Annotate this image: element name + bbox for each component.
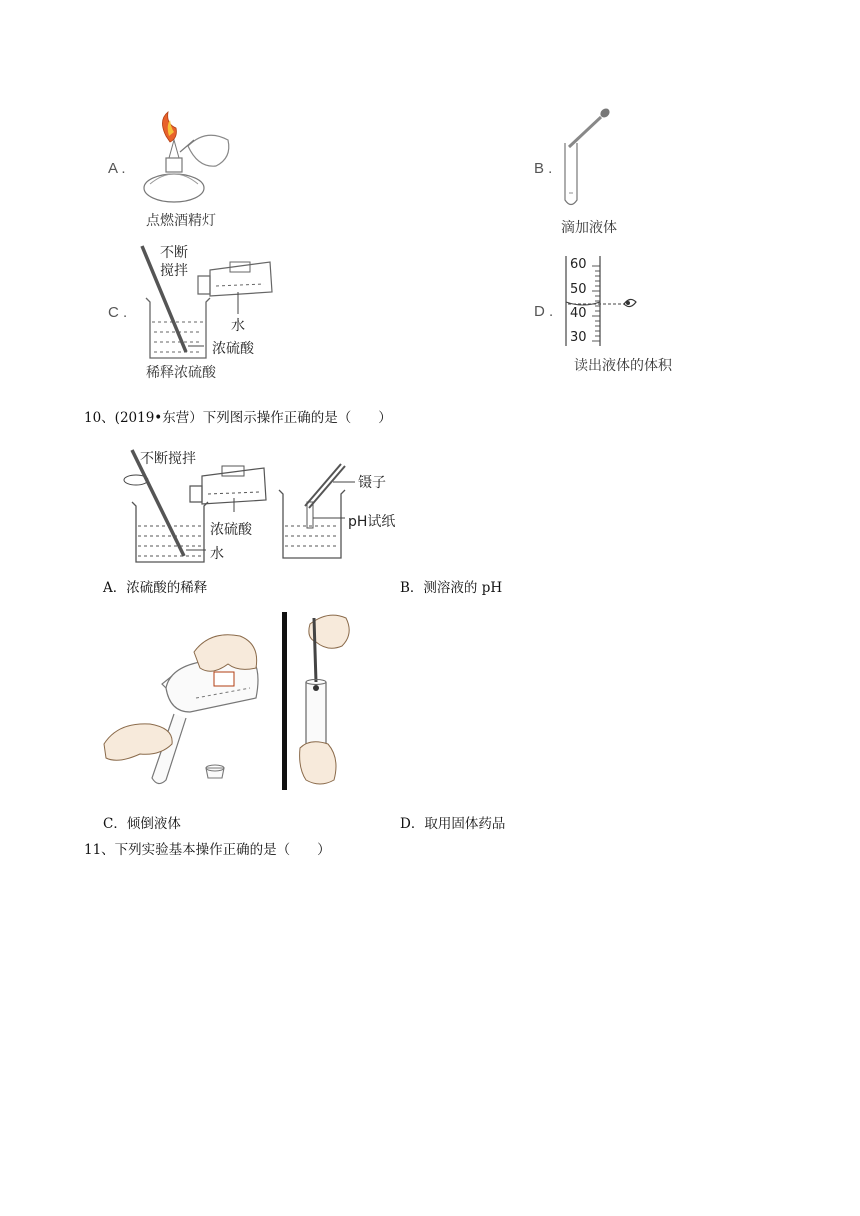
q9-option-b-caption: 滴加液体 xyxy=(561,220,617,236)
q9-option-b-letter: B . xyxy=(534,160,553,177)
q10-answer-a: A．浓硫酸的稀释 xyxy=(103,580,208,596)
q9-option-d-tick-60: 60 xyxy=(570,257,587,272)
q10-fig-b-tweezers-label: 镊子 xyxy=(358,475,386,491)
q9-option-a-letter: A . xyxy=(108,160,126,177)
q9-option-c-stir-label: 不断 搅拌 xyxy=(160,245,188,279)
q9-option-c-caption: 稀释浓硫酸 xyxy=(146,365,216,381)
q10-pour-liquid-figure xyxy=(100,628,275,793)
q9-option-c-water-label: 水 xyxy=(231,318,245,334)
q9-option-d-tick-50: 50 xyxy=(570,282,587,297)
q9-option-d-tick-40: 40 xyxy=(570,306,587,321)
q9-option-c-letter: C . xyxy=(108,304,128,321)
q10-fig-a-stir-label: 不断搅拌 xyxy=(140,451,196,467)
q9-option-c-acid-label: 浓硫酸 xyxy=(212,341,254,357)
q9-option-d-letter: D . xyxy=(534,303,554,320)
q10-fig-a-water-label: 水 xyxy=(210,546,224,562)
q9-option-d-caption: 读出液体的体积 xyxy=(574,358,672,374)
q9-option-a-caption: 点燃酒精灯 xyxy=(146,213,216,229)
q10-solid-reagent-figure xyxy=(280,608,370,793)
q10-fig-b-paper-label: pH试纸 xyxy=(348,514,396,530)
dropper-test-tube-figure xyxy=(555,105,625,215)
alcohol-lamp-lighting-figure xyxy=(136,110,246,210)
q10-answer-c: C．倾倒液体 xyxy=(103,816,181,832)
q10-fig-a-acid-label: 浓硫酸 xyxy=(210,522,252,538)
question-11-text: 11、下列实验基本操作正确的是（ ） xyxy=(84,842,331,858)
question-10-text: 10、(2019•东营）下列图示操作正确的是（ ） xyxy=(84,410,392,426)
q9-option-d-tick-30: 30 xyxy=(570,330,587,345)
q10-answer-b: B．测溶液的 pH xyxy=(400,580,503,596)
q10-answer-d: D．取用固体药品 xyxy=(400,816,506,832)
